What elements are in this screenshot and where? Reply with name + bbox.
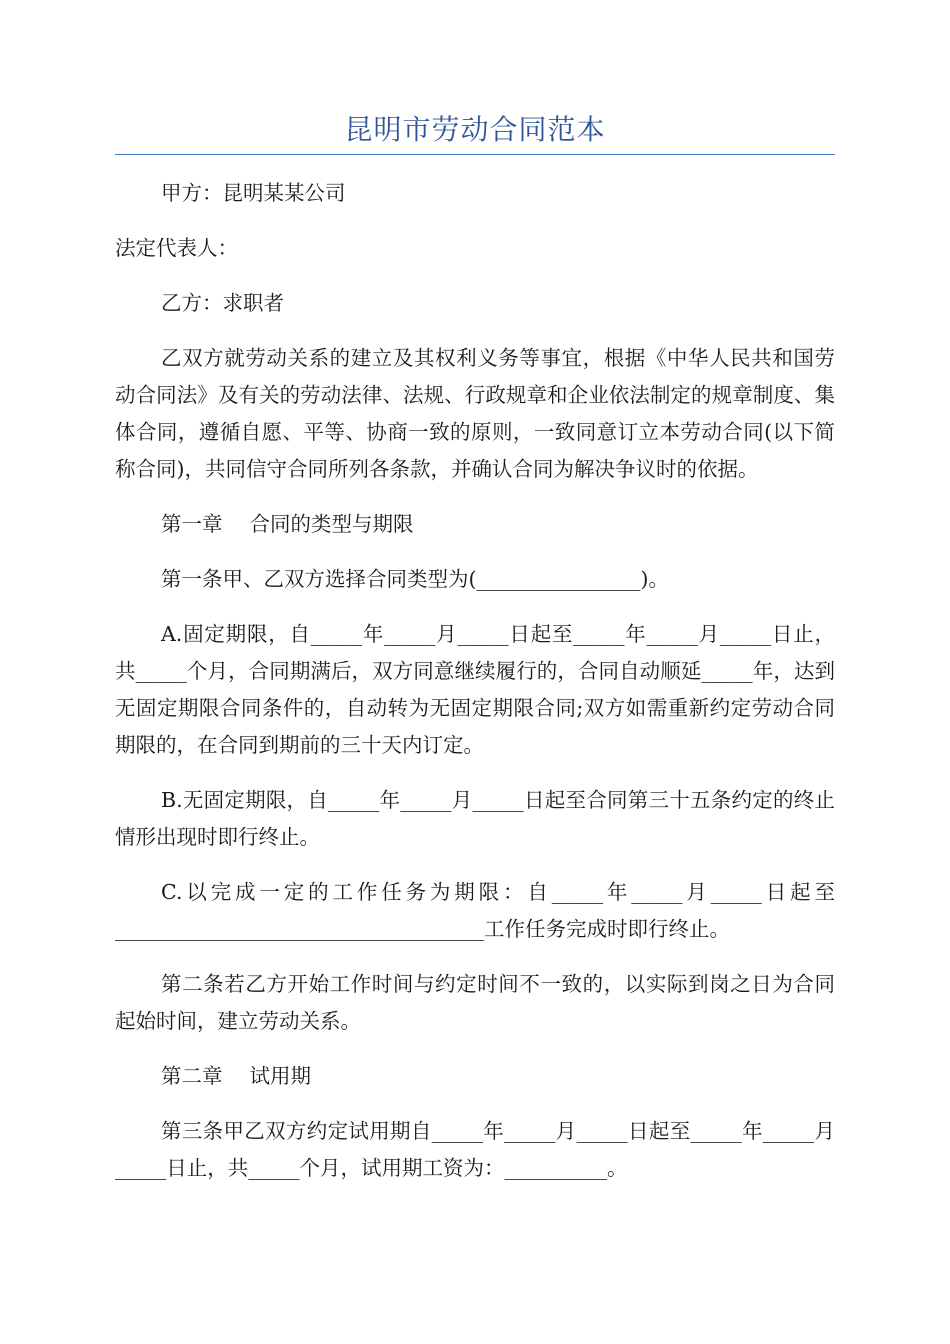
option-b-open-term: B.无固定期限，自_____年_____月_____日起至合同第三十五条约定的终止情形出现时即行终止。	[115, 788, 835, 849]
preamble-paragraph: 乙双方就劳动关系的建立及其权利义务等事宜，根据《中华人民共和国劳动合同法》及有关的劳动法律、法规、行政规章和企业依法制定的规章制度、集体合同，遵循自愿、平等、协商一致的原则，一致同意订立本劳动合同(以下简称合同)，共同信守合同所列各条款，并确认合同为解决争议时的依据。	[115, 346, 835, 481]
article-1: 第一条甲、乙双方选择合同类型为(________________)。	[161, 567, 669, 591]
legal-representative: 法定代表人：	[115, 236, 238, 260]
chapter-1-heading: 第一章 合同的类型与期限	[161, 512, 414, 536]
chapter-2-heading: 第二章 试用期	[161, 1064, 312, 1088]
option-c-task-term: C.以完成一定的工作任务为期限：自_____年_____月_____日起至____________________________________工作任务完成时即行终止。	[115, 880, 835, 941]
party-a: 甲方：昆明某某公司	[161, 181, 346, 205]
option-a-fixed-term: A.固定期限，自_____年_____月_____日起至_____年_____月_____日止，共_____个月，合同期满后，双方同意继续履行的，合同自动顺延_____年，达到无固定期限合同条件的，自动转为无固定期限合同;双方如需重新约定劳动合同期限的，在合同到期前的三十天内订定。	[115, 622, 835, 757]
document-body	[115, 175, 835, 1205]
article-3: 第三条甲乙双方约定试用期自_____年_____月_____日起至_____年_____月_____日止，共_____个月，试用期工资为：__________。	[115, 1119, 835, 1180]
title-underline	[115, 154, 835, 155]
article-2: 第二条若乙方开始工作时间与约定时间不一致的，以实际到岗之日为合同起始时间，建立劳动关系。	[115, 972, 835, 1033]
party-b: 乙方：求职者	[161, 291, 284, 315]
document-title: 昆明市劳动合同范本	[344, 113, 606, 146]
